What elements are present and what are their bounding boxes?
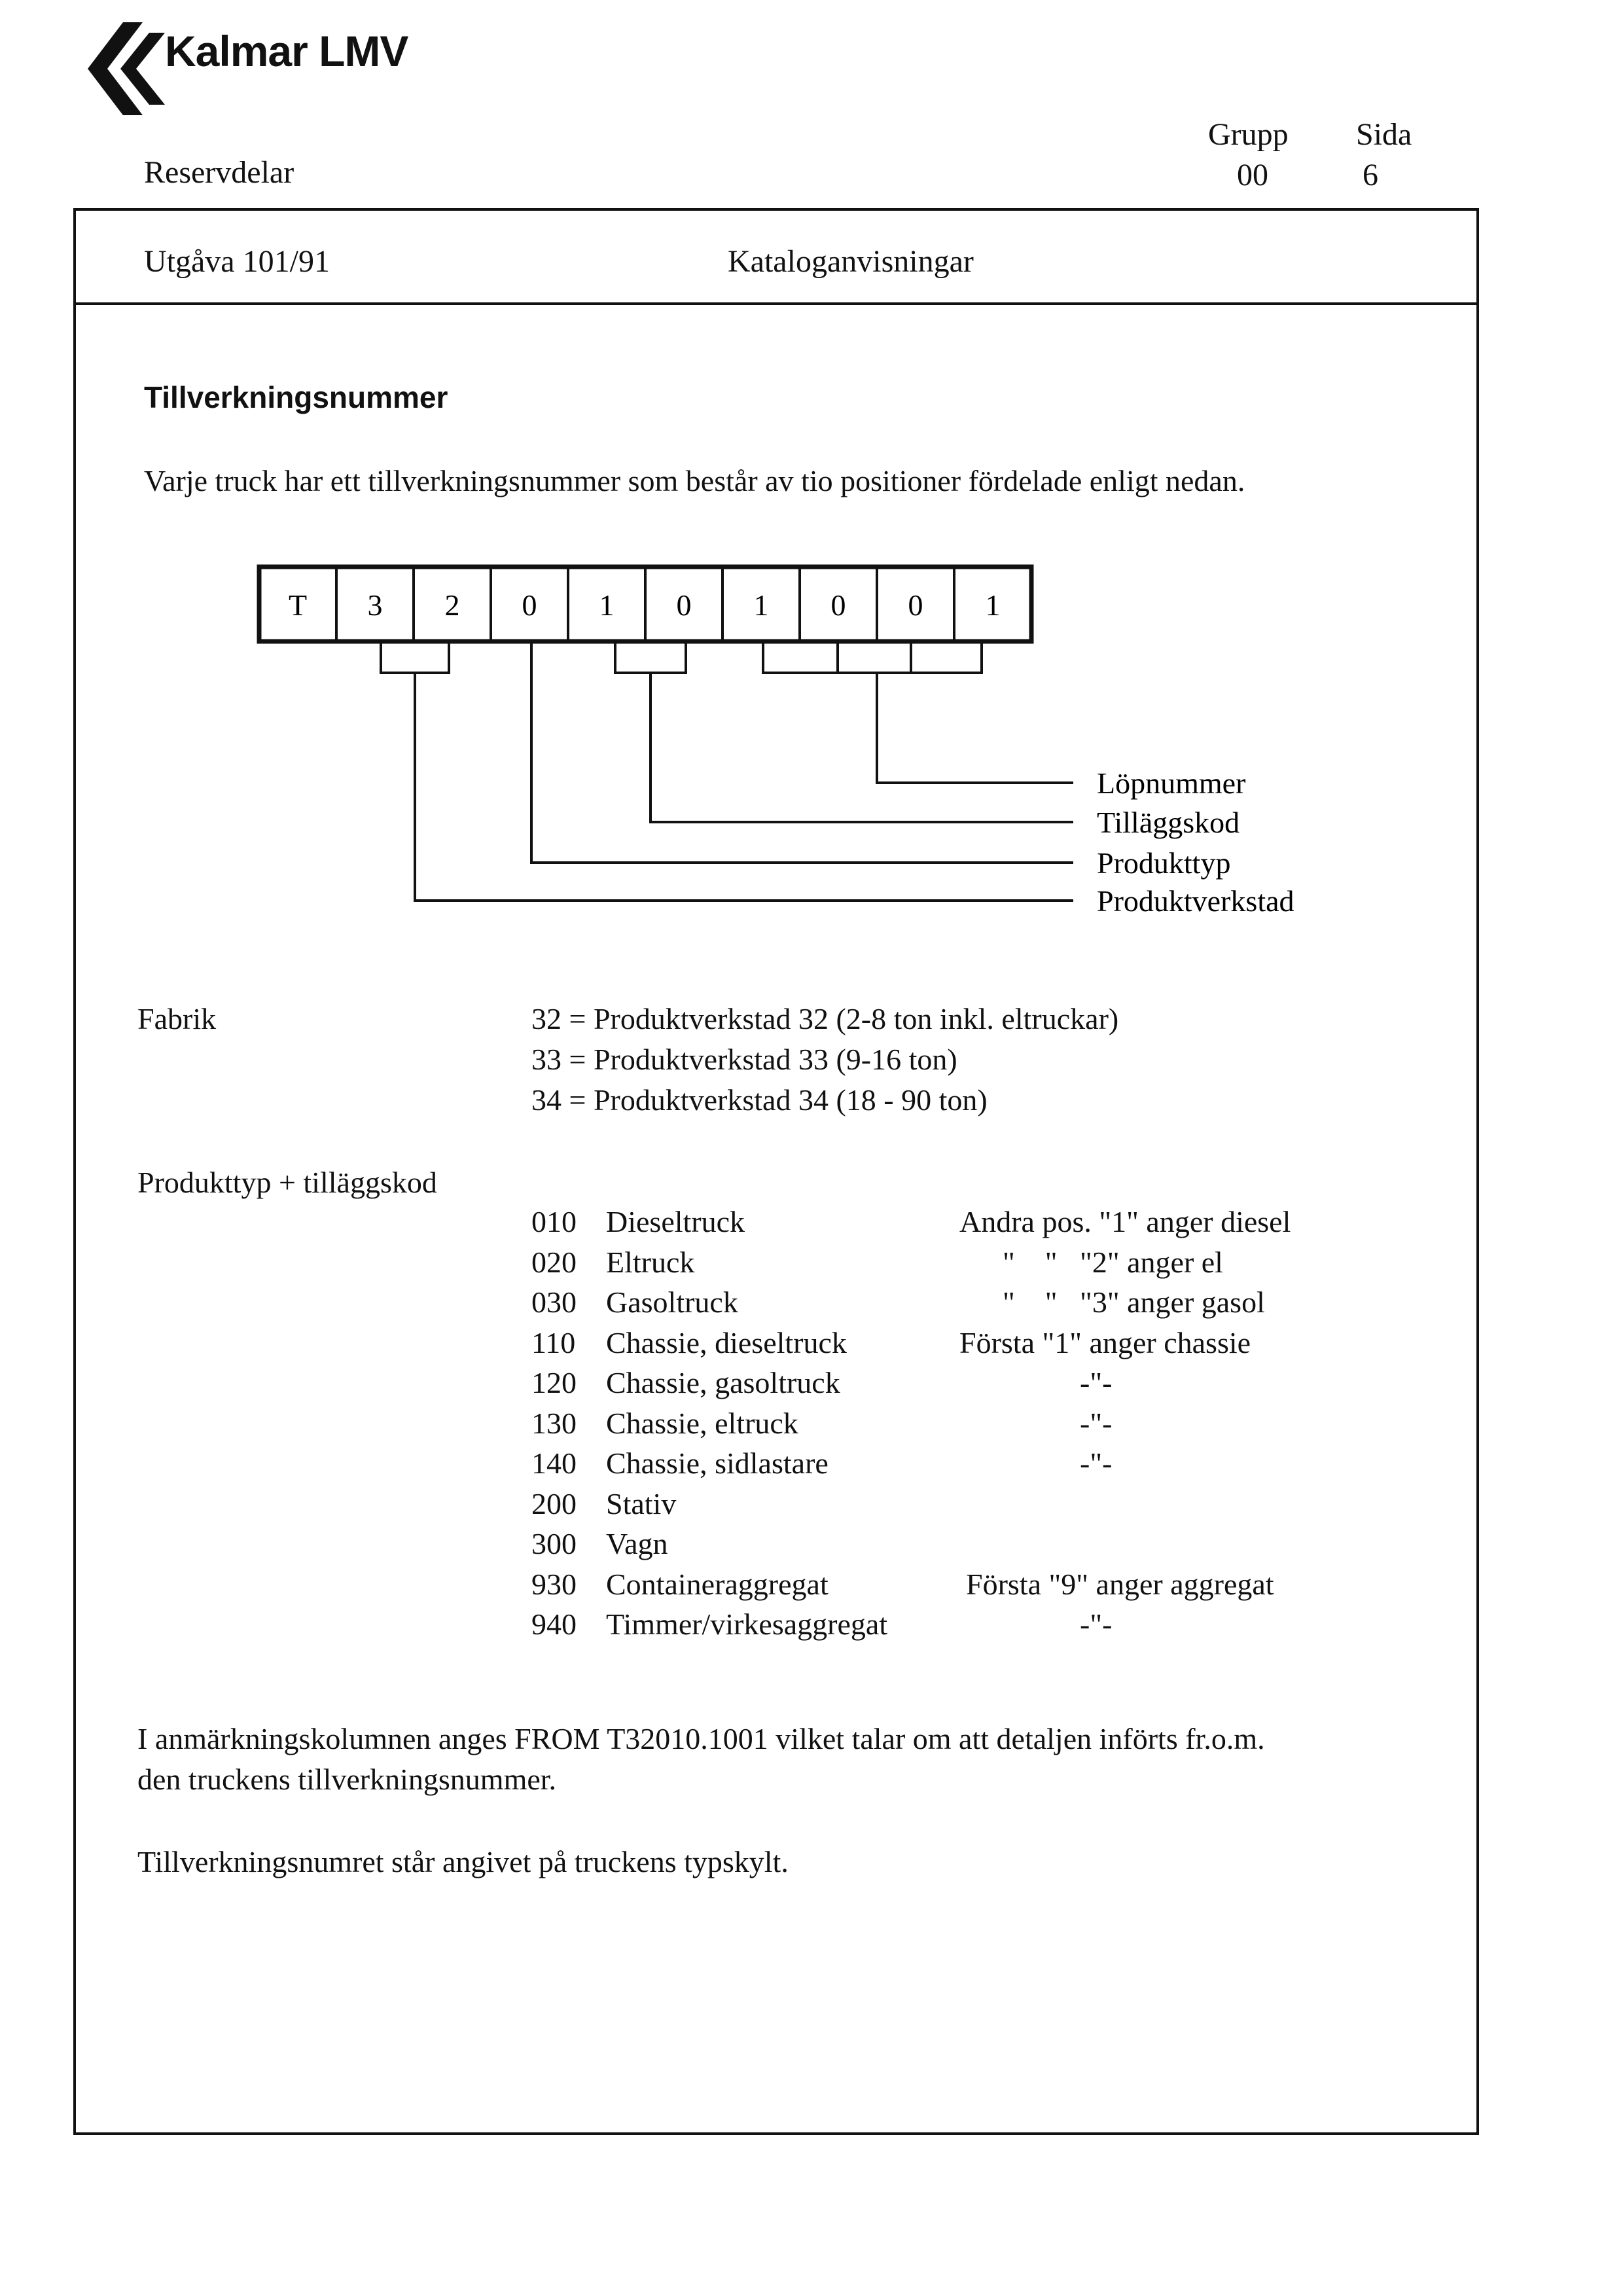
product-code: 110	[531, 1326, 576, 1359]
product-note: -"-	[1080, 1366, 1113, 1399]
grupp-label: Grupp	[1208, 117, 1289, 152]
product-note: -"-	[1080, 1446, 1113, 1480]
fabrik-line: 33 = Produktverkstad 33 (9-16 ton)	[531, 1043, 957, 1076]
sida-label: Sida	[1356, 117, 1412, 152]
product-description: Gasoltruck	[606, 1285, 738, 1319]
edition-label: Utgåva 101/91	[144, 244, 330, 279]
label-tillaggskod: Tilläggskod	[1097, 806, 1240, 839]
fabrik-label: Fabrik	[137, 1002, 217, 1035]
brand-logo-text: Kalmar LMV	[165, 27, 408, 75]
product-description: Containeraggregat	[606, 1568, 829, 1601]
product-code: 930	[531, 1568, 577, 1601]
fabrik-line: 32 = Produktverkstad 32 (2-8 ton inkl. eltruckar)	[531, 1002, 1119, 1035]
product-description: Chassie, eltruck	[606, 1407, 798, 1440]
product-code: 140	[531, 1446, 577, 1480]
product-code: 020	[531, 1246, 577, 1279]
reservdelar-label: Reservdelar	[144, 155, 294, 190]
product-description: Vagn	[606, 1527, 668, 1560]
product-description: Eltruck	[606, 1246, 695, 1279]
product-code: 120	[531, 1366, 577, 1399]
remark-line-1: I anmärkningskolumnen anges FROM T32010.1001 vilket talar om att detaljen införts fr.o.m.	[137, 1722, 1265, 1755]
product-description: Timmer/virkesaggregat	[606, 1607, 888, 1641]
product-note: Andra pos. "1" anger diesel	[959, 1205, 1291, 1238]
position-cell-2: 3	[367, 588, 383, 622]
product-code: 300	[531, 1527, 577, 1560]
product-note: Första "9" anger aggregat	[966, 1568, 1274, 1601]
position-cell-4: 0	[522, 588, 537, 622]
label-produkttyp: Produkttyp	[1097, 846, 1231, 880]
product-description: Chassie, sidlastare	[606, 1446, 829, 1480]
diagram-labels	[1097, 766, 1294, 918]
typskylt-note: Tillverkningsnumret står angivet på truckens typskylt.	[137, 1845, 789, 1878]
section-title: Tillverkningsnummer	[144, 380, 448, 414]
position-cell-6: 0	[676, 588, 692, 622]
position-cells	[259, 567, 1031, 641]
position-cell-10: 1	[985, 588, 1001, 622]
frame-divider	[73, 302, 1479, 305]
product-code: 940	[531, 1607, 577, 1641]
product-code: 130	[531, 1407, 577, 1440]
product-note: -"-	[1080, 1407, 1113, 1440]
label-lopnummer: Löpnummer	[1097, 766, 1246, 800]
position-cell-5: 1	[599, 588, 615, 622]
product-note: -"-	[1080, 1607, 1113, 1641]
product-description: Chassie, gasoltruck	[606, 1366, 840, 1399]
intro-text: Varje truck har ett tillverkningsnummer som består av tio positioner fördelade enligt nedan.	[144, 464, 1245, 497]
serial-number-diagram	[196, 556, 1374, 936]
product-code: 200	[531, 1487, 577, 1520]
remark-line-2: den truckens tillverkningsnummer.	[137, 1763, 557, 1796]
produkttyp-label: Produkttyp + tilläggskod	[137, 1166, 437, 1199]
grupp-value: 00	[1237, 158, 1268, 192]
position-cell-9: 0	[908, 588, 923, 622]
product-note: " " "2" anger el	[1003, 1246, 1223, 1279]
fabrik-line: 34 = Produktverkstad 34 (18 - 90 ton)	[531, 1083, 988, 1117]
product-description: Chassie, dieseltruck	[606, 1326, 847, 1359]
product-code: 010	[531, 1205, 577, 1238]
product-code: 030	[531, 1285, 577, 1319]
product-note: Första "1" anger chassie	[959, 1326, 1251, 1359]
sida-value: 6	[1363, 158, 1378, 192]
connector-lines	[381, 641, 1073, 901]
position-cell-1: T	[288, 588, 308, 622]
position-cell-7: 1	[753, 588, 769, 622]
product-description: Dieseltruck	[606, 1205, 745, 1238]
product-note: " " "3" anger gasol	[1003, 1285, 1265, 1319]
label-produktverkstad: Produktverkstad	[1097, 884, 1294, 918]
frame-title: Kataloganvisningar	[728, 244, 974, 279]
position-cell-3: 2	[444, 588, 460, 622]
position-cell-8: 0	[830, 588, 846, 622]
product-description: Stativ	[606, 1487, 677, 1520]
